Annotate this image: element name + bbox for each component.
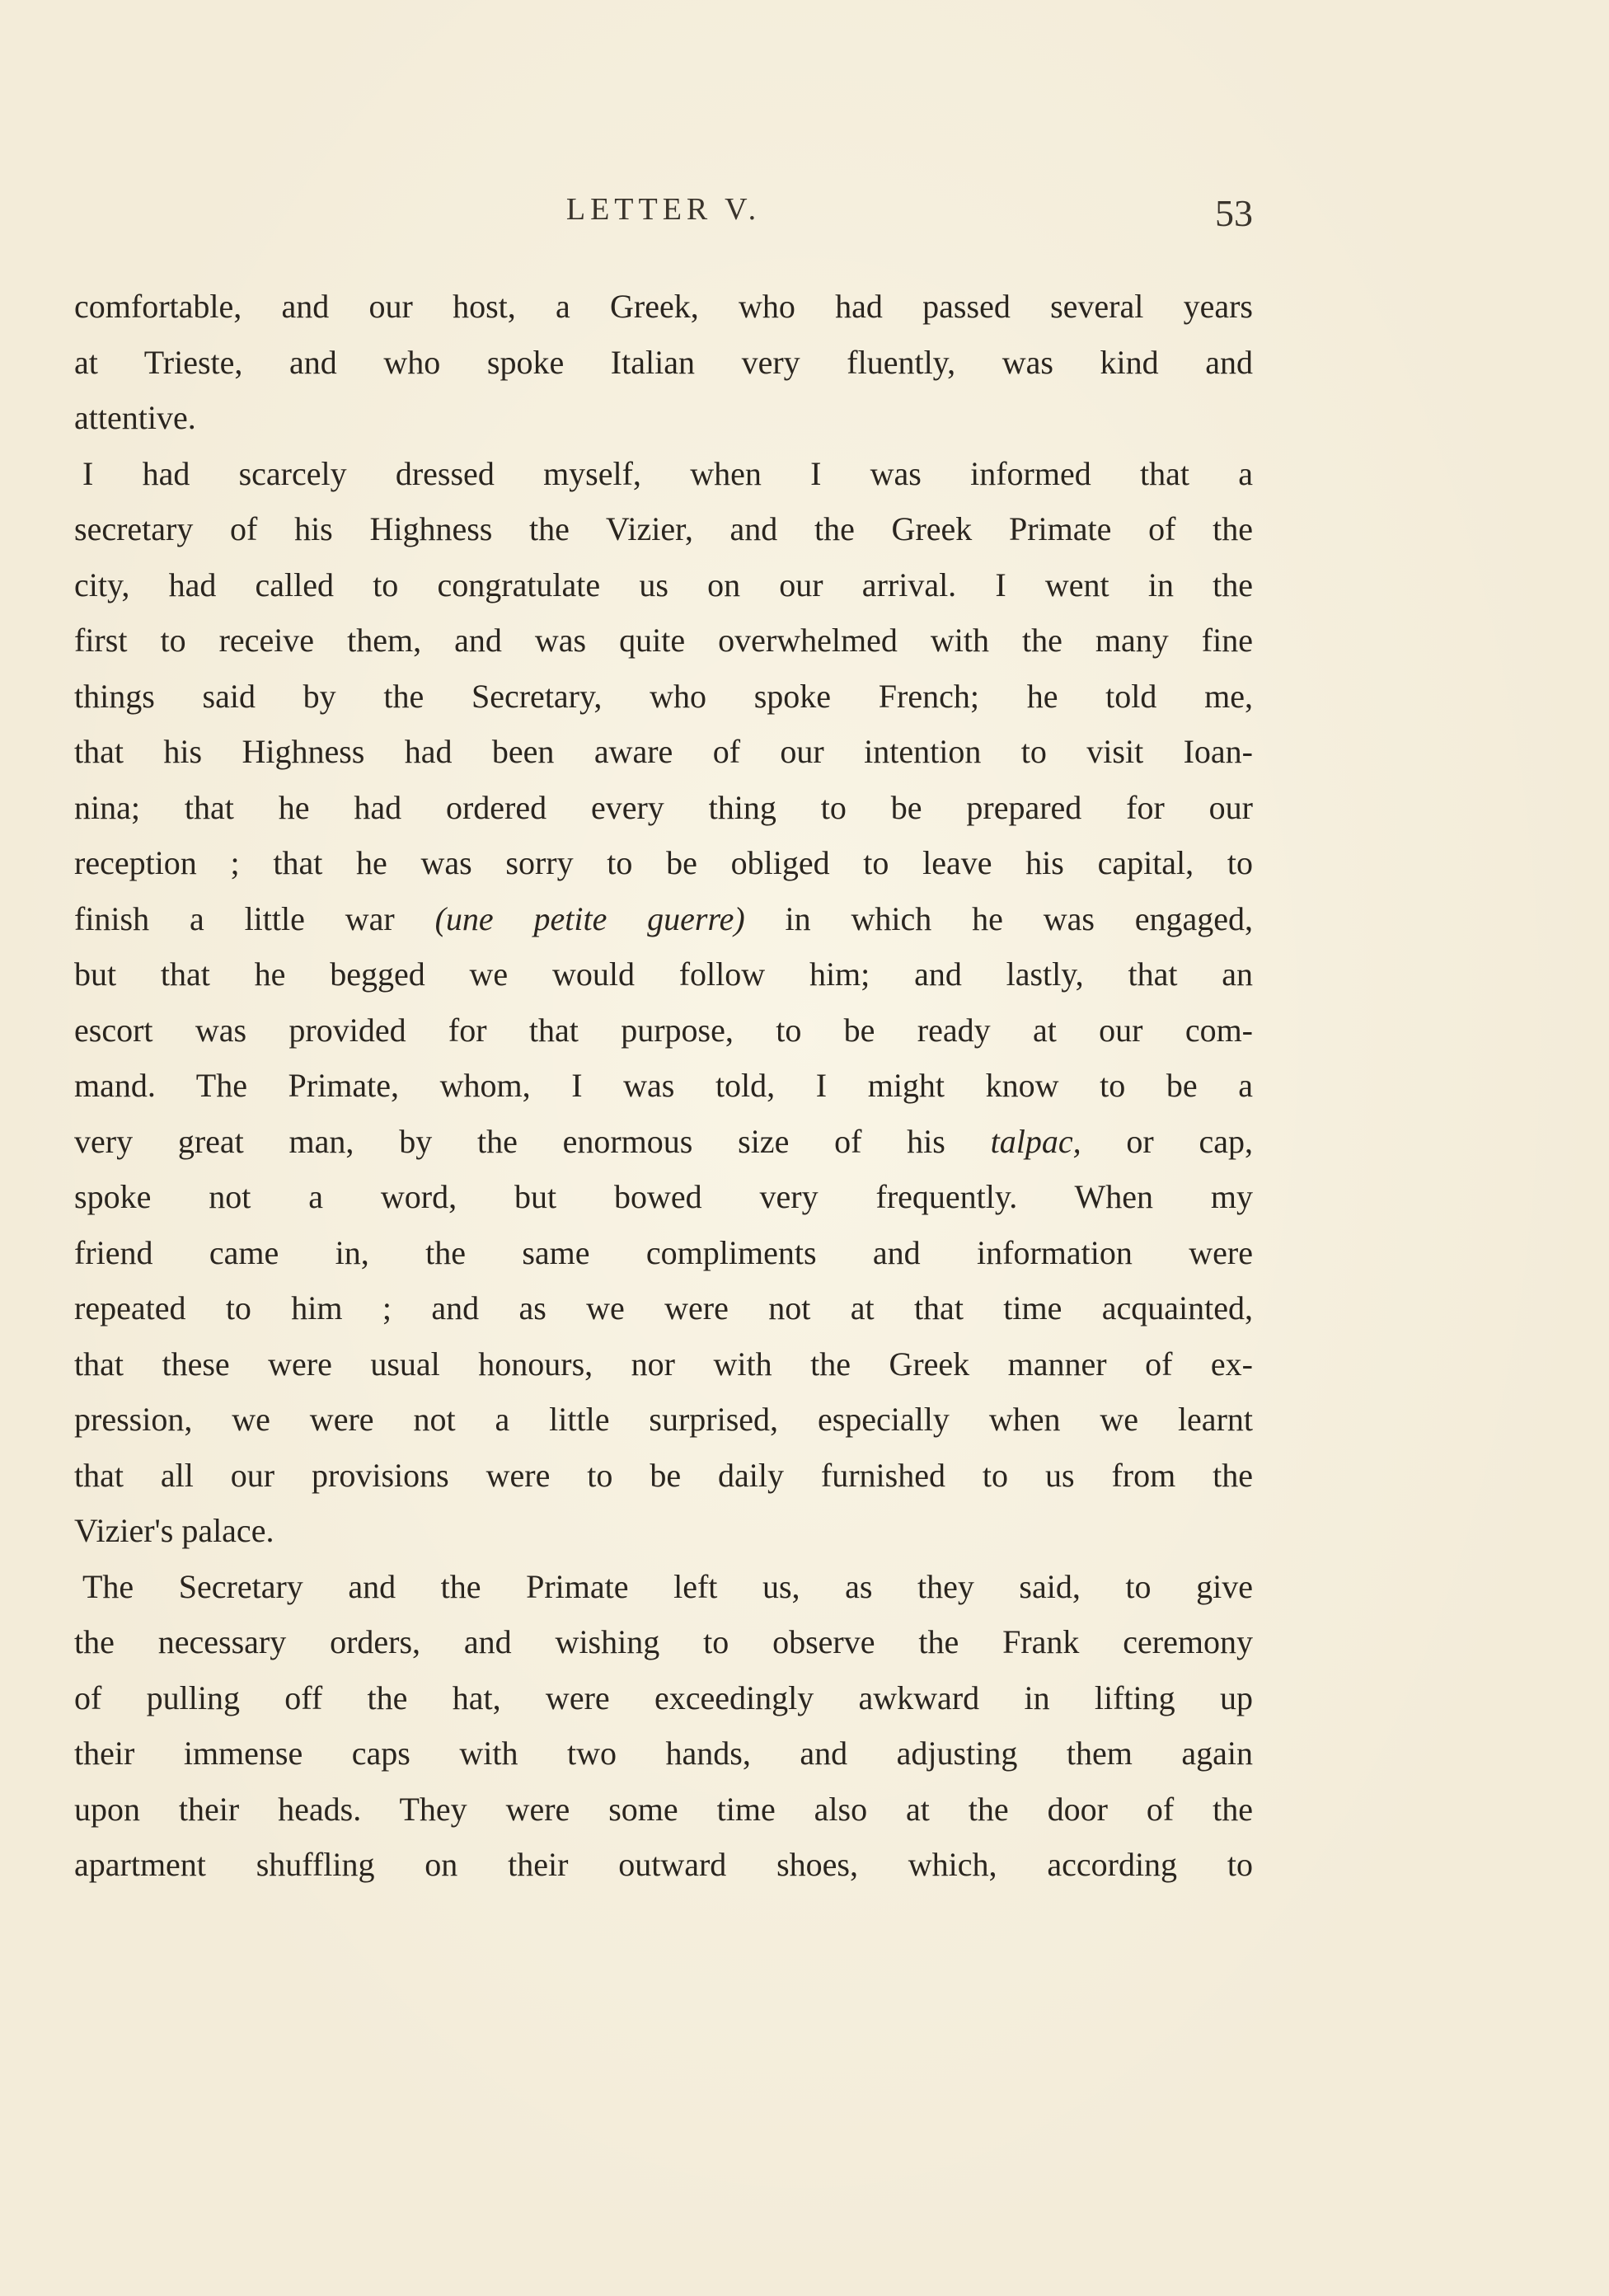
- text-line: I had scarcely dressed myself, when I was informed that a: [82, 454, 1253, 492]
- text-line: mand. The Primate, whom, I was told, I might know to be a: [74, 1067, 1253, 1104]
- text-segment: very great man, by the enormous size of his: [74, 1122, 945, 1160]
- text-line: Vizier's palace.: [74, 1512, 274, 1549]
- text-line: pression, we were not a little surprised, especially when we learnt: [74, 1401, 1253, 1438]
- text-line: reception ; that he was sorry to be obliged to leave his capital, to: [74, 844, 1253, 881]
- text-segment: or cap,: [1126, 1122, 1254, 1160]
- text-line: apartment shuffling on their outward shoes, which, according to: [74, 1846, 1253, 1883]
- text-line: that all our provisions were to be daily furnished to us from the: [74, 1456, 1253, 1494]
- text-line: comfortable, and our host, a Greek, who had passed several years: [74, 288, 1253, 325]
- text-line: spoke not a word, but bowed very frequently. When my: [74, 1178, 1253, 1215]
- text-line: friend came in, the same compliments and information were: [74, 1233, 1253, 1271]
- text-line: of pulling off the hat, were exceedingly awkward in lifting up: [74, 1679, 1253, 1716]
- text-line: the necessary orders, and wishing to observe the Frank ceremony: [74, 1623, 1253, 1660]
- text-line: city, had called to congratulate us on our arrival. I went in the: [74, 566, 1253, 603]
- text-line: at Trieste, and who spoke Italian very fluently, was kind and: [74, 343, 1253, 381]
- text-line: things said by the Secretary, who spoke French; he told me,: [74, 677, 1253, 715]
- italic-word: talpac,: [990, 1122, 1081, 1160]
- text-segment: in which he was engaged,: [785, 899, 1254, 937]
- text-line: upon their heads. They were some time also at the door of the: [74, 1790, 1253, 1828]
- text-line: The Secretary and the Primate left us, as they said, to give: [82, 1567, 1253, 1605]
- text-line: but that he begged we would follow him; and lastly, that an: [74, 955, 1253, 993]
- text-line: escort was provided for that purpose, to be ready at our com-: [74, 1011, 1253, 1049]
- page-number: 53: [1215, 192, 1253, 234]
- page-header: [74, 191, 1253, 241]
- text-line: first to receive them, and was quite overwhelmed with the many fine: [74, 622, 1253, 659]
- text-line: nina; that he had ordered every thing to be prepared for our: [74, 788, 1253, 826]
- text-line: secretary of his Highness the Vizier, and the Greek Primate of the: [74, 510, 1253, 547]
- italic-phrase: (une petite guerre): [434, 899, 745, 937]
- text-line: [74, 1114, 1253, 1170]
- text-line: repeated to him ; and as we were not at that time acquainted,: [74, 1289, 1253, 1326]
- text-line: [74, 891, 1253, 947]
- body-text: [74, 279, 1253, 1893]
- text-line: attentive.: [74, 399, 196, 436]
- text-line: their immense caps with two hands, and adjusting them again: [74, 1735, 1253, 1772]
- running-head: LETTER V.: [565, 192, 762, 227]
- text-line: that these were usual honours, nor with the Greek manner of ex-: [74, 1345, 1253, 1383]
- text-segment: finish a little war: [74, 899, 395, 937]
- text-line: that his Highness had been aware of our intention to visit Ioan-: [74, 733, 1253, 770]
